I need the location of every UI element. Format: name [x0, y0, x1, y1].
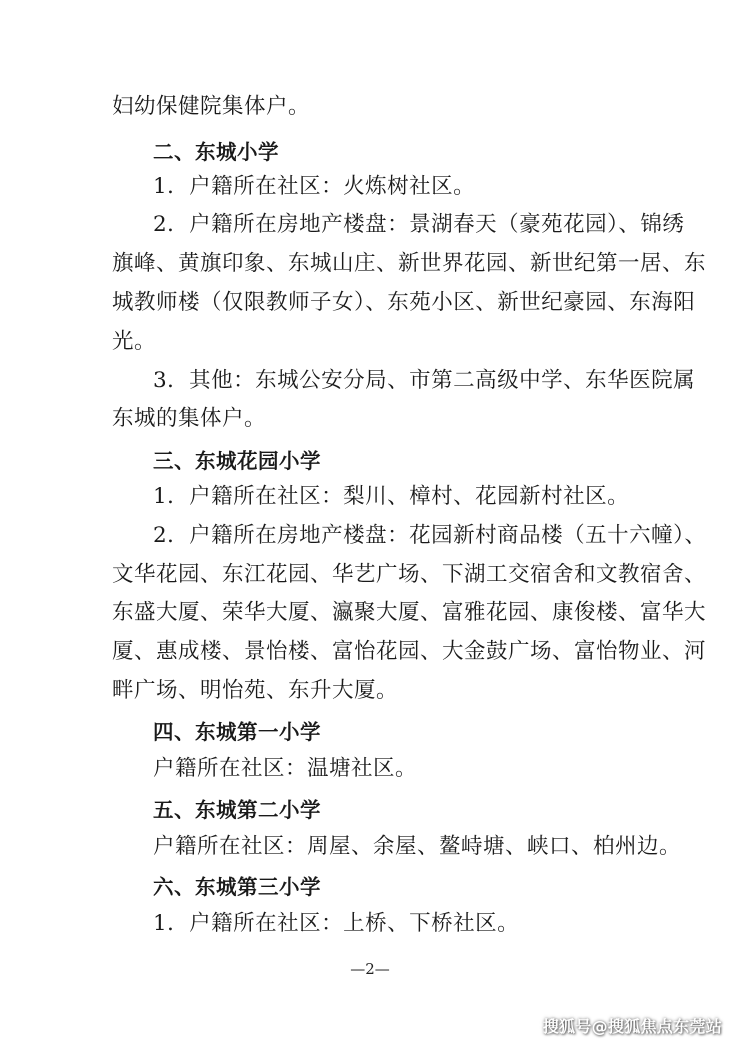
- paragraph-line: 2．户籍所在房地产楼盘：花园新村商品楼（五十六幢）、: [153, 523, 707, 548]
- watermark: 搜狐号@搜狐焦点东莞站: [542, 1017, 722, 1036]
- paragraph-line: 厦、惠成楼、景怡楼、富怡花园、大金鼓广场、富怡物业、河: [112, 639, 707, 664]
- section-heading-6: 六、东城第三小学: [153, 875, 321, 899]
- section-heading-5: 五、东城第二小学: [153, 798, 321, 822]
- paragraph-line: 城教师楼（仅限教师子女）、东苑小区、新世纪豪园、东海阳: [112, 290, 696, 315]
- paragraph-line: 2．户籍所在房地产楼盘：景湖春天（豪苑花园）、锦绣: [153, 212, 685, 237]
- paragraph-line: 1．户籍所在社区：梨川、樟村、花园新村社区。: [153, 484, 630, 509]
- paragraph-line: 光。: [112, 329, 157, 354]
- paragraph-line: 文华花园、东江花园、华艺广场、下湖工交宿舍和文教宿舍、: [112, 562, 707, 587]
- paragraph-line: 旗峰、黄旗印象、东城山庄、新世界花园、新世纪第一居、东: [112, 251, 707, 276]
- paragraph-line: 1．户籍所在社区：火炼树社区。: [153, 174, 476, 199]
- paragraph-line: 东城的集体户。: [112, 406, 267, 431]
- paragraph-line: 3．其他：东城公安分局、市第二高级中学、东华医院属: [153, 368, 696, 393]
- page-number: —2—: [350, 960, 390, 978]
- section-heading-4: 四、东城第一小学: [153, 720, 321, 744]
- paragraph-line: 户籍所在社区：周屋、余屋、鳌峙塘、峡口、柏州边。: [153, 834, 682, 859]
- paragraph-line: 1．户籍所在社区：上桥、下桥社区。: [153, 911, 520, 936]
- section-heading-3: 三、东城花园小学: [153, 449, 321, 473]
- paragraph-continuation: 妇幼保健院集体户。: [112, 94, 311, 119]
- paragraph-line: 户籍所在社区：温塘社区。: [153, 756, 418, 781]
- paragraph-line: 畔广场、明怡苑、东升大厦。: [112, 678, 399, 703]
- paragraph-line: 东盛大厦、荣华大厦、瀛聚大厦、富雅花园、康俊楼、富华大: [112, 600, 707, 625]
- section-heading-2: 二、东城小学: [153, 140, 279, 164]
